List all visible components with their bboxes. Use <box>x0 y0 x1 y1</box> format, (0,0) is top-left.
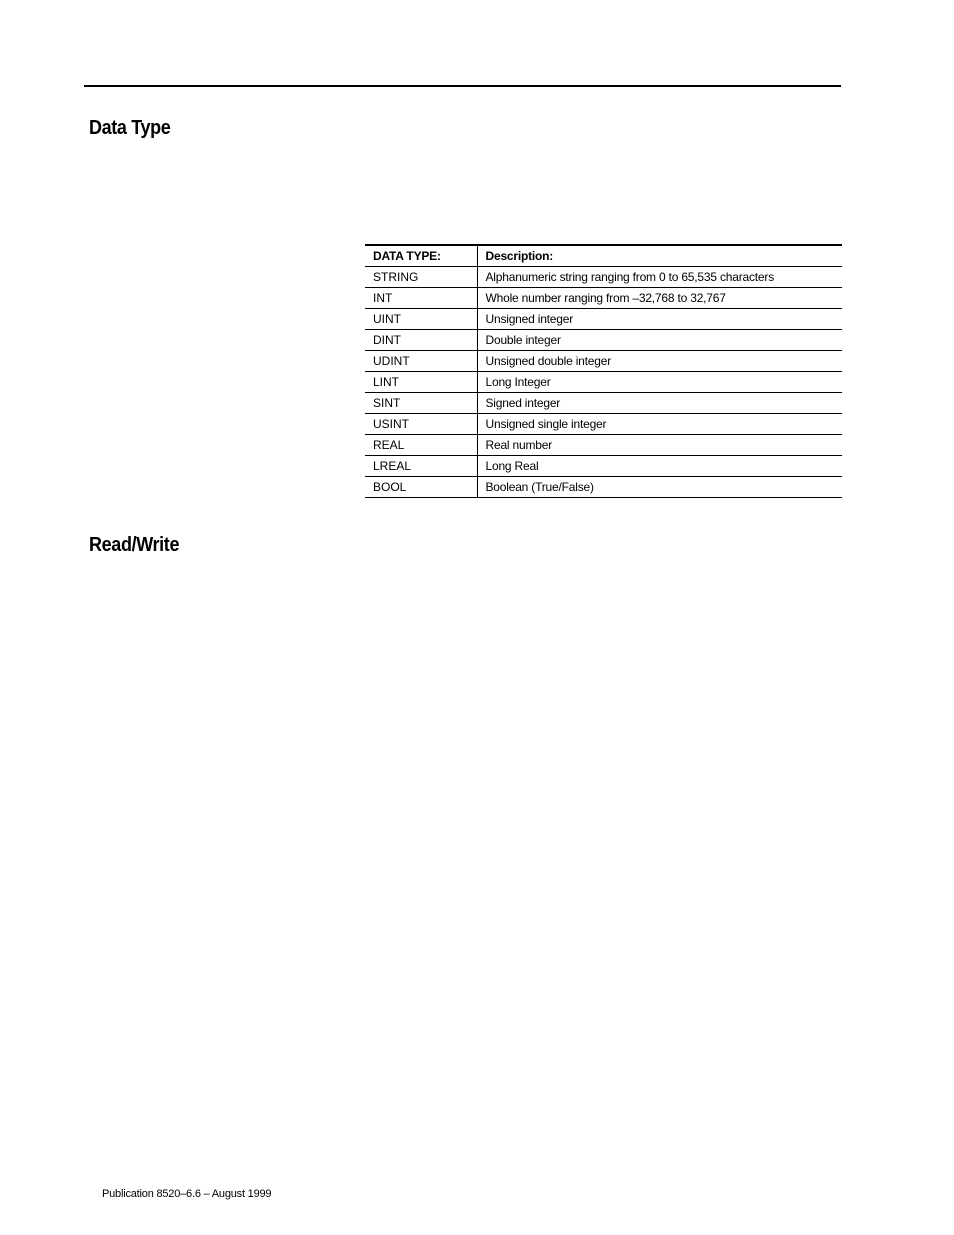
data-type-cell: USINT <box>365 414 477 435</box>
data-type-cell: DINT <box>365 330 477 351</box>
data-type-cell: LREAL <box>365 456 477 477</box>
table-row <box>365 309 842 330</box>
data-type-cell: LINT <box>365 372 477 393</box>
table-row <box>365 372 842 393</box>
description-cell: Boolean (True/False) <box>477 477 842 498</box>
description-cell: Double integer <box>477 330 842 351</box>
header-description: Description: <box>477 245 842 267</box>
description-cell: Unsigned single integer <box>477 414 842 435</box>
description-cell: Whole number ranging from –32,768 to 32,767 <box>477 288 842 309</box>
table-row <box>365 477 842 498</box>
read-write-heading: Read/Write <box>89 534 180 556</box>
table-header-row <box>365 245 842 267</box>
data-type-table <box>365 244 842 498</box>
data-type-cell: REAL <box>365 435 477 456</box>
data-type-cell: UDINT <box>365 351 477 372</box>
data-type-table-container <box>365 244 842 498</box>
description-cell: Real number <box>477 435 842 456</box>
data-type-cell: BOOL <box>365 477 477 498</box>
table-row <box>365 267 842 288</box>
table-row <box>365 351 842 372</box>
table-row <box>365 288 842 309</box>
publication-footer: Publication 8520–6.6 – August 1999 <box>102 1188 272 1200</box>
data-type-cell: SINT <box>365 393 477 414</box>
table-row <box>365 435 842 456</box>
data-type-cell: INT <box>365 288 477 309</box>
description-cell: Unsigned integer <box>477 309 842 330</box>
description-cell: Long Integer <box>477 372 842 393</box>
data-type-heading: Data Type <box>89 117 171 139</box>
description-cell: Alphanumeric string ranging from 0 to 65,535 characters <box>477 267 842 288</box>
description-cell: Signed integer <box>477 393 842 414</box>
data-type-cell: STRING <box>365 267 477 288</box>
table-row <box>365 393 842 414</box>
table-row <box>365 330 842 351</box>
table-row <box>365 414 842 435</box>
header-data-type: DATA TYPE: <box>365 245 477 267</box>
top-rule <box>84 85 841 87</box>
description-cell: Unsigned double integer <box>477 351 842 372</box>
table-row <box>365 456 842 477</box>
data-type-cell: UINT <box>365 309 477 330</box>
description-cell: Long Real <box>477 456 842 477</box>
